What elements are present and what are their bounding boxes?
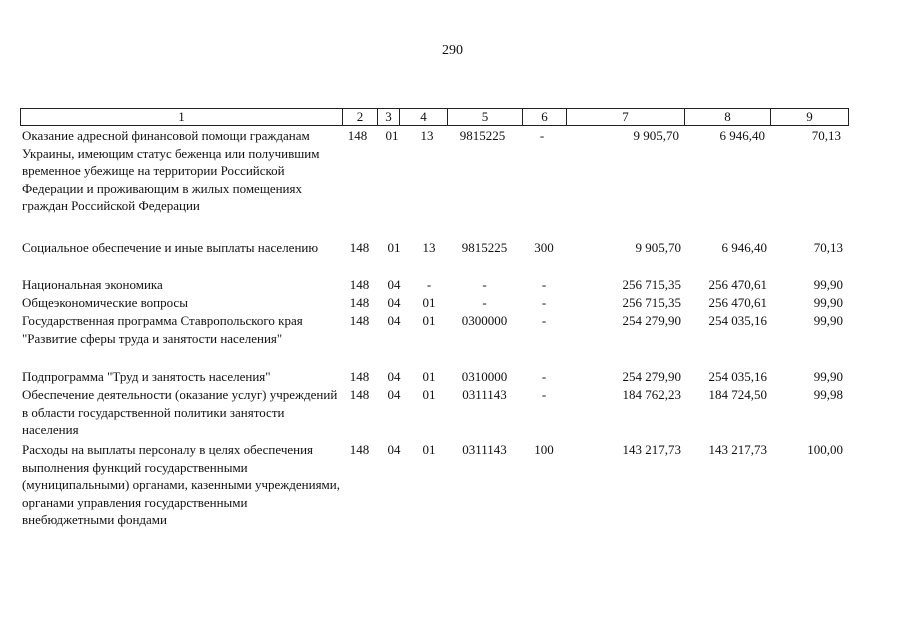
header-col-7: 7 bbox=[567, 109, 685, 125]
row-c5: 0310000 bbox=[461, 369, 508, 384]
row-c8: 6 946,40 bbox=[721, 240, 767, 255]
row-c8: 184 724,50 bbox=[708, 387, 767, 402]
table-row bbox=[20, 239, 849, 257]
row-name: Подпрограмма "Труд и занятость населения" bbox=[22, 369, 271, 384]
row-c8: 256 470,61 bbox=[708, 277, 767, 292]
row-c7: 184 762,23 bbox=[622, 387, 681, 402]
row-c4: 01 bbox=[422, 369, 436, 384]
header-col-6: 6 bbox=[523, 109, 567, 125]
row-c8: 256 470,61 bbox=[708, 295, 767, 310]
row-c5: - bbox=[482, 295, 487, 310]
row-c6: - bbox=[541, 387, 547, 402]
row-name: Обеспечение деятельности (оказание услуг) учреждений в области государственной политики занятости населения bbox=[22, 387, 338, 437]
row-c5: 0311143 bbox=[462, 387, 507, 402]
row-c5: 9815225 bbox=[461, 240, 508, 255]
row-c8: 254 035,16 bbox=[708, 369, 767, 384]
row-c3: 04 bbox=[387, 369, 401, 384]
row-c2: 148 bbox=[349, 442, 370, 457]
row-c3: 04 bbox=[387, 387, 401, 402]
row-c7: 143 217,73 bbox=[622, 442, 681, 457]
row-c5: 0311143 bbox=[462, 442, 507, 457]
row-c4: 01 bbox=[422, 387, 436, 402]
table-row bbox=[20, 312, 849, 347]
row-c9: 99,90 bbox=[813, 313, 843, 328]
header-col-8: 8 bbox=[685, 109, 771, 125]
header-col-3: 3 bbox=[378, 109, 400, 125]
row-c2: 148 bbox=[349, 240, 370, 255]
table-row bbox=[20, 127, 849, 215]
row-c7: 9 905,70 bbox=[635, 240, 681, 255]
row-c4: 13 bbox=[422, 240, 436, 255]
row-c6: 300 bbox=[534, 240, 554, 255]
row-c9: 99,98 bbox=[813, 387, 843, 402]
row-c3: 04 bbox=[387, 442, 401, 457]
row-c2: 148 bbox=[349, 369, 370, 384]
table-row bbox=[20, 368, 849, 386]
row-name: Государственная программа Ставропольского края "Развитие сферы труда и занятости населения" bbox=[22, 313, 303, 346]
row-c6: - bbox=[541, 369, 547, 384]
row-c7: 256 715,35 bbox=[622, 295, 681, 310]
row-c4: 01 bbox=[422, 313, 436, 328]
row-name: Оказание адресной финансовой помощи гражданам Украины, имеющим статус беженца или получившим временное убежище на территории Российской Федерации и проживающим в жилых помещениях граждан Российской Федерации bbox=[22, 128, 320, 213]
row-c8: 254 035,16 bbox=[708, 313, 767, 328]
row-c8: 6 946,40 bbox=[719, 128, 765, 143]
row-c5: - bbox=[482, 277, 487, 292]
row-c3: 04 bbox=[387, 295, 401, 310]
row-c6: 100 bbox=[534, 442, 554, 457]
row-c7: 256 715,35 bbox=[622, 277, 681, 292]
row-name: Социальное обеспечение и иные выплаты населению bbox=[22, 240, 319, 255]
table-row bbox=[20, 441, 849, 529]
row-c3: 01 bbox=[385, 128, 399, 143]
row-c6: - bbox=[541, 277, 547, 292]
row-c4: 01 bbox=[422, 295, 436, 310]
table-header bbox=[20, 108, 849, 126]
row-c2: 148 bbox=[347, 128, 368, 143]
row-c2: 148 bbox=[349, 277, 370, 292]
header-col-1: 1 bbox=[21, 109, 343, 125]
header-col-9: 9 bbox=[806, 109, 813, 124]
row-c6: - bbox=[541, 295, 547, 310]
row-c9: 99,90 bbox=[813, 277, 843, 292]
header-col-5: 5 bbox=[448, 109, 523, 125]
table-row bbox=[20, 294, 849, 312]
table-row bbox=[20, 276, 849, 294]
row-c5: 9815225 bbox=[459, 128, 506, 143]
header-col-4: 4 bbox=[400, 109, 448, 125]
table-row bbox=[20, 386, 849, 439]
header-col-2: 2 bbox=[343, 109, 378, 125]
row-c7: 9 905,70 bbox=[633, 128, 679, 143]
row-c2: 148 bbox=[349, 387, 370, 402]
row-c3: 04 bbox=[387, 313, 401, 328]
row-c4: 01 bbox=[422, 442, 436, 457]
row-c9: 70,13 bbox=[813, 240, 843, 255]
row-name: Национальная экономика bbox=[22, 277, 163, 292]
row-c6: - bbox=[539, 128, 545, 143]
row-c2: 148 bbox=[349, 313, 370, 328]
row-name: Общеэкономические вопросы bbox=[22, 295, 188, 310]
page-number: 290 bbox=[442, 43, 463, 58]
row-c9: 70,13 bbox=[811, 128, 841, 143]
row-c8: 143 217,73 bbox=[708, 442, 767, 457]
row-c9: 100,00 bbox=[807, 442, 843, 457]
row-c6: - bbox=[541, 313, 547, 328]
row-c9: 99,90 bbox=[813, 295, 843, 310]
row-c7: 254 279,90 bbox=[622, 313, 681, 328]
row-c9: 99,90 bbox=[813, 369, 843, 384]
row-name: Расходы на выплаты персоналу в целях обеспечения выполнения функций государственными (муниципальными) органами, казенными учреждениями, органами управления государственными внебюджетными фондами bbox=[22, 442, 340, 527]
row-c4: 13 bbox=[420, 128, 434, 143]
row-c3: 04 bbox=[387, 277, 401, 292]
row-c4: - bbox=[426, 277, 432, 292]
row-c3: 01 bbox=[387, 240, 401, 255]
row-c7: 254 279,90 bbox=[622, 369, 681, 384]
row-c2: 148 bbox=[349, 295, 370, 310]
row-c5: 0300000 bbox=[461, 313, 508, 328]
